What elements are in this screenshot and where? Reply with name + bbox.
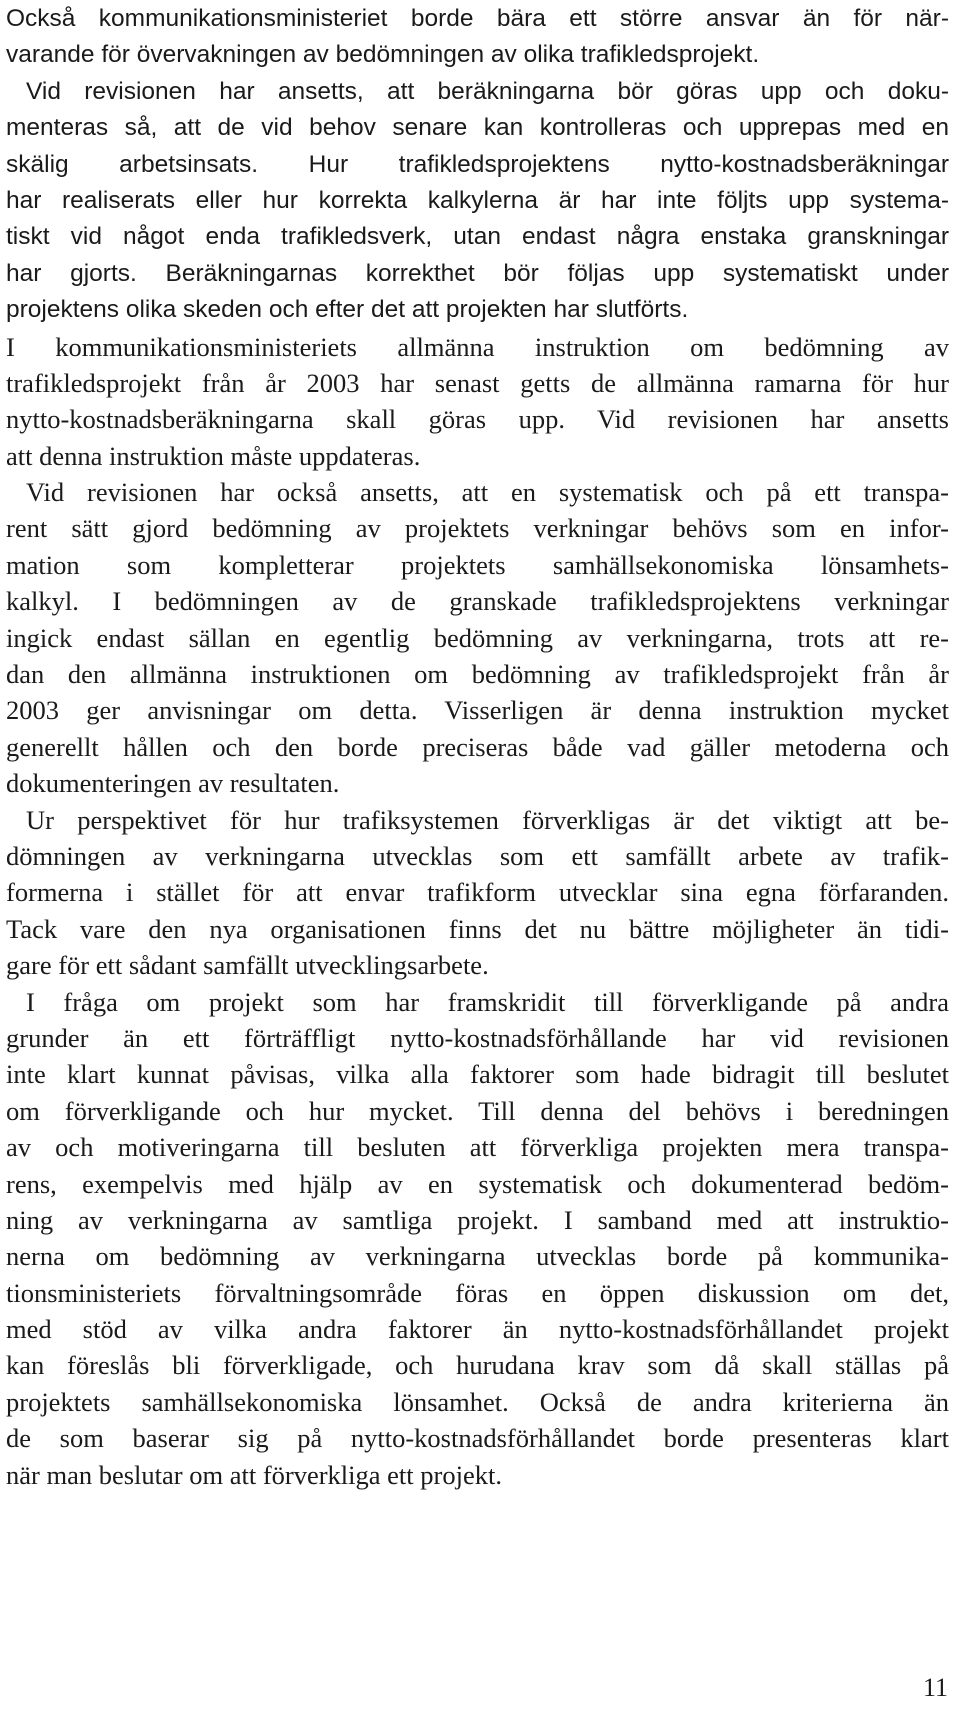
text-line: 2003 ger anvisningar om detta. Visserligen är denna instruktion mycket [6, 695, 949, 726]
text-line: Vid revisionen har också ansetts, att en systematisk och på ett transpa- [26, 477, 949, 508]
text-line: trafikledsprojekt från år 2003 har senast getts de allmänna ramarna för hur [6, 367, 949, 398]
text-line: av och motiveringarna till besluten att förverkliga projekten mera transpa- [6, 1132, 949, 1163]
text-line: med stöd av vilka andra faktorer än nytto-kostnadsförhållandet projekt [6, 1314, 949, 1345]
text-line: projektens olika skeden och efter det att projekten har slutförts. [6, 296, 689, 324]
text-line: Vid revisionen har ansetts, att beräkningarna bör göras upp och doku- [26, 77, 949, 105]
text-line: tionsministeriets förvaltningsområde föras en öppen diskussion om det, [6, 1277, 949, 1308]
text-line: har gjorts. Beräkningarnas korrekthet bör följas upp systematiskt under [6, 259, 949, 287]
text-line: skälig arbetsinsats. Hur trafikledsprojektens nytto-kostnadsberäkningar [6, 150, 949, 178]
text-line: har realiserats eller hur korrekta kalkylerna är har inte följts upp systema- [6, 186, 949, 214]
text-line: dokumenteringen av resultaten. [6, 768, 340, 799]
text-line: när man beslutar om att förverkliga ett projekt. [6, 1459, 502, 1490]
text-line: generellt hållen och den borde preciseras både vad gäller metoderna och [6, 731, 949, 762]
text-line: kalkyl. I bedömningen av de granskade trafikledsprojektens verkningar [6, 586, 949, 617]
text-line: dömningen av verkningarna utvecklas som ett samfällt arbete av trafik- [6, 840, 949, 871]
text-line: om förverkligande och hur mycket. Till denna del behövs i beredningen [6, 1095, 949, 1126]
text-line: nerna om bedömning av verkningarna utvecklas borde på kommunika- [6, 1241, 949, 1272]
text-line: rent sätt gjord bedömning av projektets verkningar behövs som en infor- [6, 513, 949, 544]
text-line: Tack vare den nya organisationen finns det nu bättre möjligheter än tidi- [6, 913, 949, 944]
text-line: de som baserar sig på nytto-kostnadsförhållandet borde presenteras klart [6, 1423, 949, 1454]
text-line: mation som kompletterar projektets samhällsekonomiska lönsamhets- [6, 549, 949, 580]
text-line: grunder än ett förträffligt nytto-kostnadsförhållande har vid revisionen [6, 1022, 949, 1053]
text-line: Ur perspektivet för hur trafiksystemen förverkligas är det viktigt att be- [26, 804, 949, 835]
text-line: gare för ett sådant samfällt utvecklingsarbete. [6, 950, 489, 981]
text-line: kan föreslås bli förverkligade, och hurudana krav som då skall ställas på [6, 1350, 949, 1381]
text-line: dan den allmänna instruktionen om bedömning av trafikledsprojekt från år [6, 659, 949, 690]
text-line: ning av verkningarna av samtliga projekt. I samband med att instruktio- [6, 1204, 949, 1235]
text-line: varande för övervakningen av bedömningen av olika trafikledsprojekt. [6, 41, 760, 69]
text-line: Också kommunikationsministeriet borde bära ett större ansvar än för när- [6, 5, 949, 32]
text-line: rens, exempelvis med hjälp av en systematisk och dokumenterad bedöm- [6, 1168, 949, 1199]
document-body [6, 0, 949, 1493]
text-line: nytto-kostnadsberäkningarna skall göras upp. Vid revisionen har ansetts [6, 404, 949, 435]
text-line: projektets samhällsekonomiska lönsamhet. Också de andra kriterierna än [6, 1386, 949, 1417]
text-line: inte klart kunnat påvisas, vilka alla faktorer som hade bidragit till beslutet [6, 1059, 949, 1090]
text-line: tiskt vid något enda trafikledsverk, utan endast några enstaka granskningar [6, 223, 949, 251]
text-line: formerna i stället för att envar trafikform utvecklar sina egna förfaranden. [6, 877, 949, 908]
text-line: I fråga om projekt som har framskridit till förverkligande på andra [26, 986, 949, 1017]
page-number: 11 [922, 1673, 948, 1702]
text-line: menteras så, att de vid behov senare kan kontrolleras och upprepas med en [6, 114, 949, 142]
text-line: ingick endast sällan en egentlig bedömning av verkningarna, trots att re- [6, 622, 949, 653]
text-line: att denna instruktion måste uppdateras. [6, 440, 421, 471]
text-line: I kommunikationsministeriets allmänna instruktion om bedömning av [6, 331, 949, 362]
